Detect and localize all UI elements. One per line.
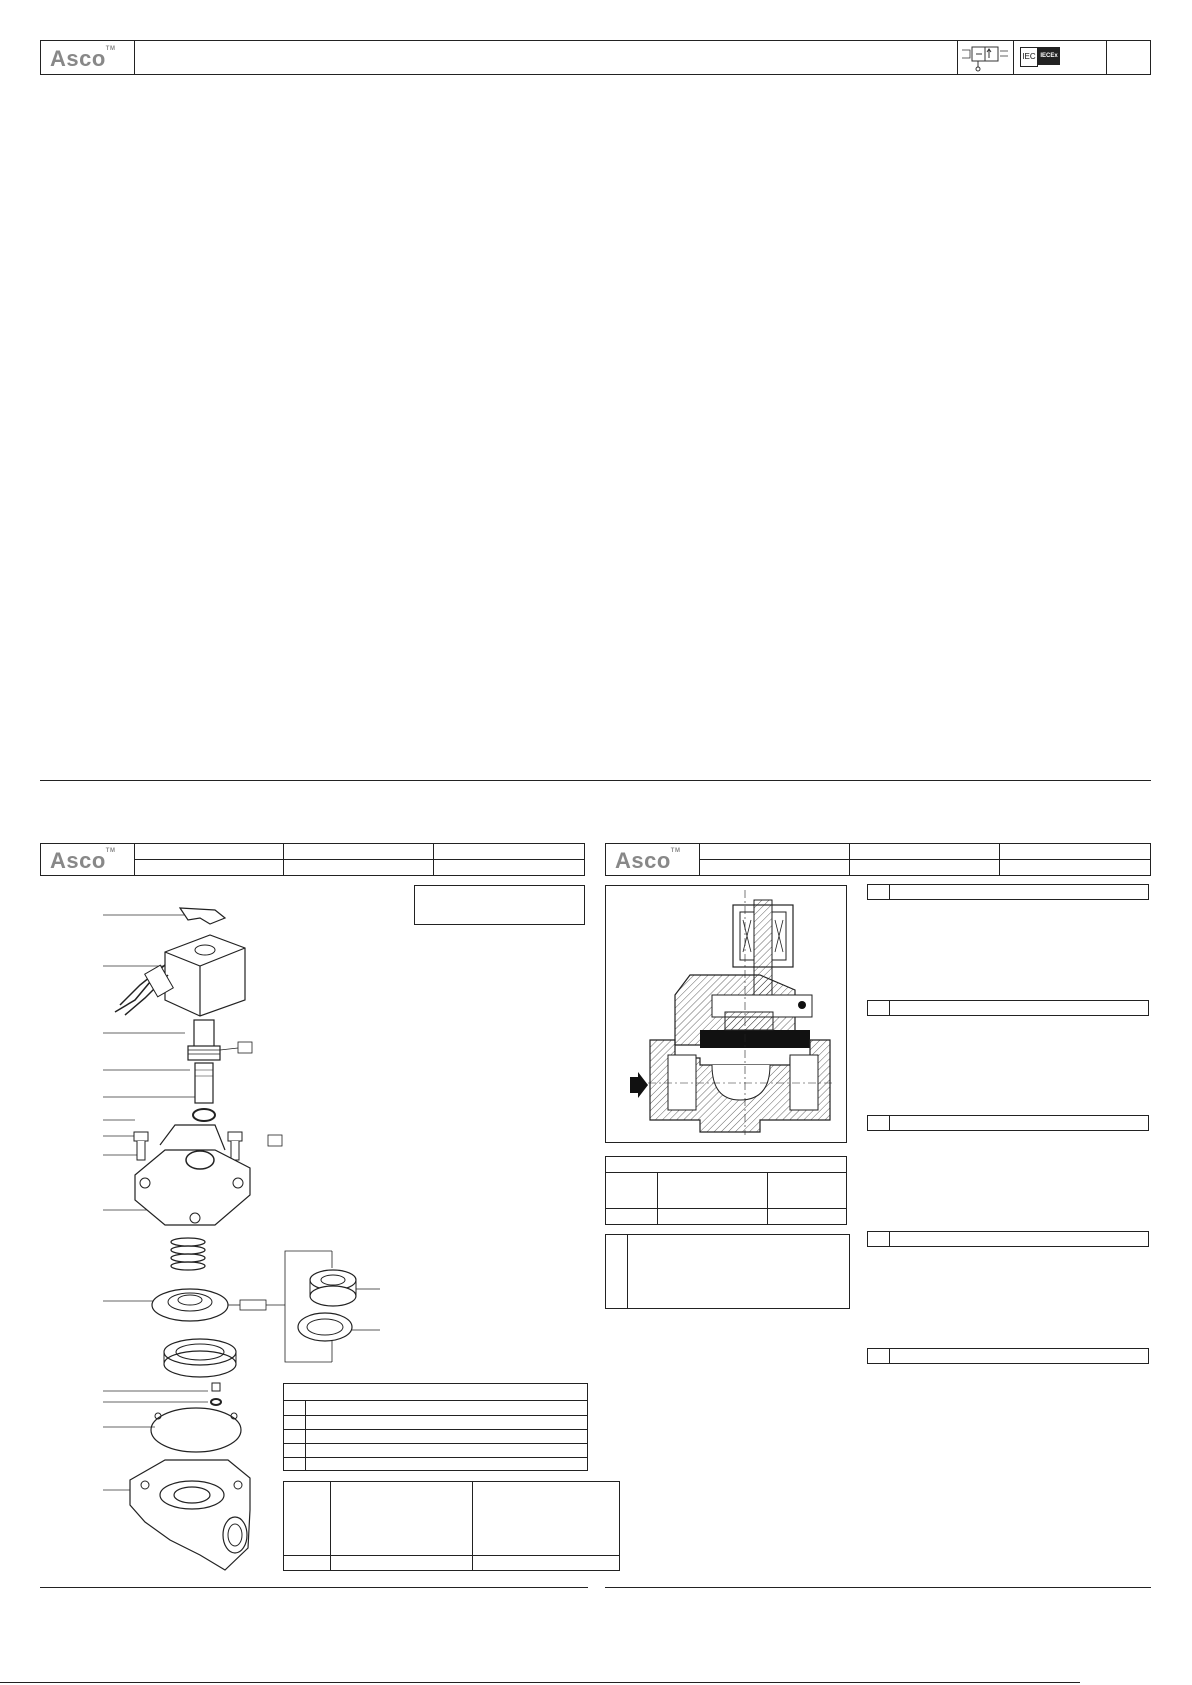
right-footer-rule — [605, 1587, 1151, 1588]
right-panel-logo: Asco™ — [615, 848, 681, 873]
section-heading-4 — [867, 1231, 1149, 1247]
table-row-divider — [605, 1172, 847, 1173]
iecex-badge: IECEx — [1038, 47, 1060, 65]
heading-number-divider — [889, 1348, 890, 1364]
section-heading-5 — [867, 1348, 1149, 1364]
spec-table — [605, 1156, 847, 1225]
section-heading-1 — [867, 884, 1149, 900]
heading-number-divider — [889, 1231, 890, 1247]
heading-number-divider — [889, 1115, 890, 1131]
note-box — [605, 1234, 850, 1309]
table-row-divider — [605, 1208, 847, 1209]
iec-badge: IEC — [1020, 47, 1038, 67]
section-heading-2 — [867, 1000, 1149, 1016]
flow-arrow-icon — [630, 1072, 650, 1098]
page-bottom-rule — [0, 1682, 1080, 1683]
section-heading-3 — [867, 1115, 1149, 1131]
brand-logo: Asco™ — [50, 46, 116, 71]
heading-number-divider — [889, 884, 890, 900]
table-col-divider — [767, 1172, 768, 1225]
left-panel-logo: Asco™ — [50, 848, 116, 873]
table-col-divider — [627, 1234, 628, 1309]
heading-number-divider — [889, 1000, 890, 1016]
table-col-divider — [657, 1172, 658, 1225]
